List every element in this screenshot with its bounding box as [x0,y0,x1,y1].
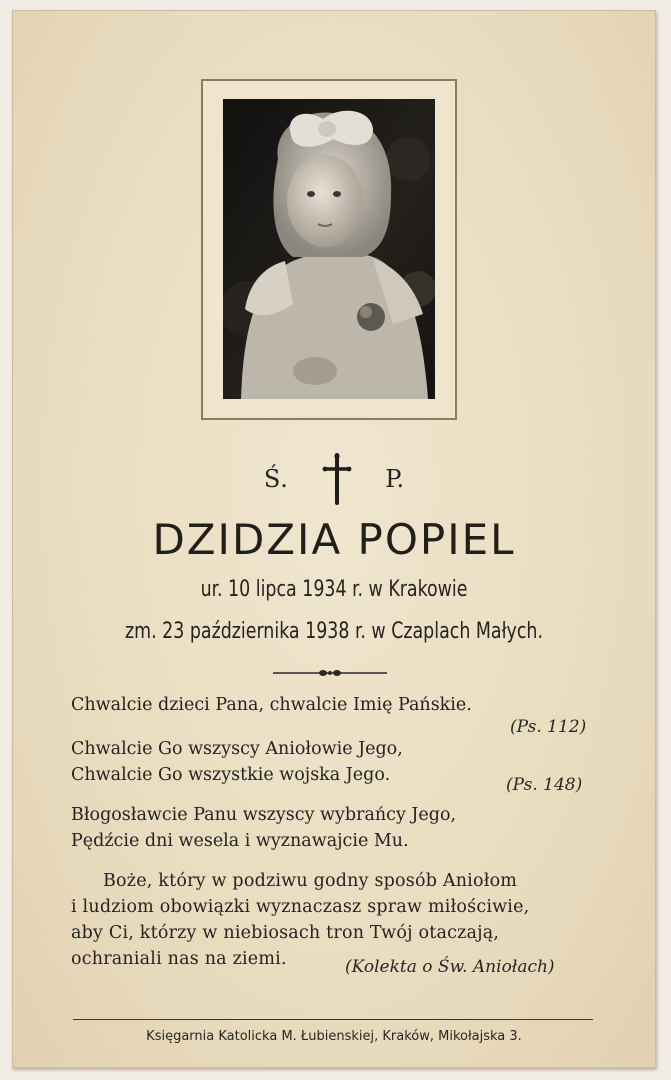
prayer-line-4: ochraniali nas na ziemi. [71,949,287,969]
prayer-line-3: aby Ci, którzy w niebiosach tron Twój otaczają, [71,923,500,943]
child-portrait-photo [223,99,435,399]
verse-line-4: Błogosławcie Panu wszyscy wybrańcy Jego, [71,805,457,825]
verse-line-5: Pędźcie dni wesela i wyznawajcie Mu. [71,831,409,851]
prayer-ref: (Kolekta o Św. Aniołach) [345,957,555,977]
photo-frame [201,79,457,420]
prayer-line-1: Boże, który w podziwu godny sposób Aniołom [103,871,518,891]
verse-line-3: Chwalcie Go wszystkie wojska Jego. [71,765,391,785]
verse-line-1: Chwalcie dzieci Pana, chwalcie Imię Pańskie. [71,695,472,715]
deceased-name: DZIDZIA POPIEL [152,515,516,564]
verse-line-2: Chwalcie Go wszyscy Aniołowie Jego, [71,739,403,759]
verse-ref-ps112: (Ps. 112) [510,717,587,737]
verse-ref-ps148: (Ps. 148) [506,775,583,795]
header-letter-p: P. [385,465,405,493]
footer-divider [73,1019,593,1020]
divider-ornament-icon [271,667,389,679]
memorial-card [12,10,656,1068]
header-sp [13,453,655,505]
prayer-line-2: i ludziom obowiązki wyznaczasz spraw miłościwie, [71,897,530,917]
death-line: zm. 23 października 1938 r. w Czaplach Małych. [124,619,543,644]
header-letter-s: Ś. [263,465,288,493]
birth-line: ur. 10 lipca 1934 r. w Krakowie [200,577,468,602]
cross-icon [322,453,352,505]
publisher-footer: Księgarnia Katolicka M. Łubienskiej, Kraków, Mikołajska 3. [146,1029,522,1044]
